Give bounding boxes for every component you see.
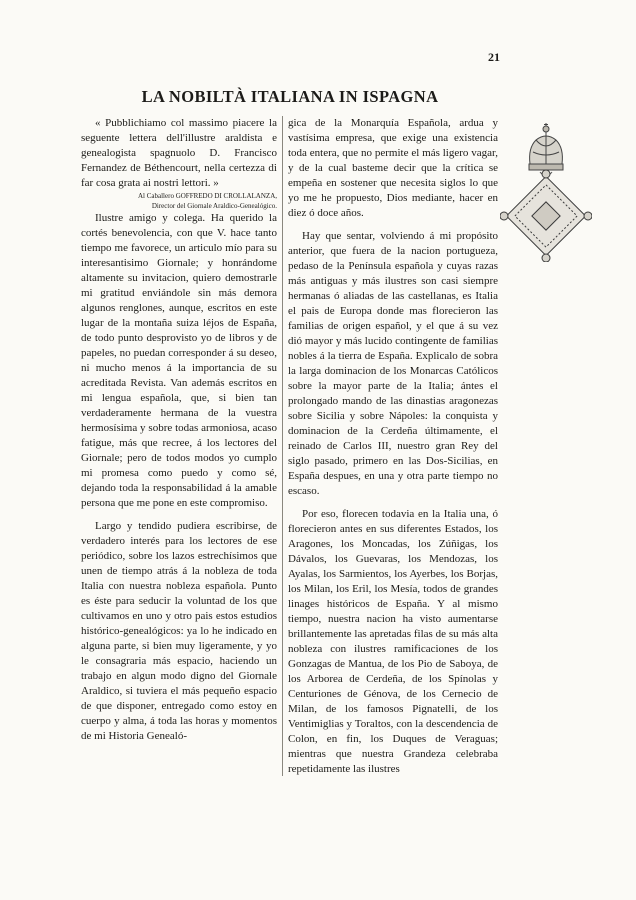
body-paragraph: Por eso, florecen todavia en la Italia una, ó florecieron antes en sus diferentes Estados, los Aragones, los Moncadas, los Zúñigas, los Dávalos, los Guevaras, los Mendozas, los Ayalas, los Sarmientos, los Ayerbes, los Borjas, los Milan, los Eril, los Mesía, todos de grandes linages históricos de España. Y al mismo tiempo, nuestra nacion ha visto aumentarse brillantemente las apretadas filas de su más alta nobleza con ilustres ramificaciones de los Gonzagas de Mantua, de los Pio de Saboya, de los Arborea de Cerdeña, de los Spínolas y Centuriones de Génova, de los Cernecio de Milan, de los famosos Pignatelli, de los Ventimiglias y Toraltos, con la descendencia de Colon, en fin, los Duques de Veraguas; mientras que nuestra Grandeza celebraba repetidamente las ilustres	[288, 508, 498, 775]
page-number: 21	[488, 50, 500, 64]
left-column	[81, 116, 277, 744]
right-column	[288, 116, 498, 777]
body-paragraph: gica de la Monarquía Española, ardua y vastísima empresa, que exige una existencia toda entera, que no permite el más ligero vagar, y de la cual basteme decir que la crítica se empeña en sostener que necesita siglos lo que yo me he propuesto, Dios mediante, hacer en diez ó doce años.	[288, 117, 498, 219]
intro-paragraph: « Pubblichiamo col massimo piacere la seguente lettera dell'illustre araldista e genealogista spagnuolo D. Francisco Fernandez de Béthencourt, nella certezza di far cosa grata ai nostri lettori. »	[81, 117, 277, 189]
column-divider	[282, 116, 283, 776]
body-paragraph: Largo y tendido pudiera escribirse, de verdadero interés para los lectores de ese periódico, sobre los lazos estrechísimos que unen de tiempo atrás á la nobleza de toda Italia con nuestra nobleza española. Punto es éste para seducir la voluntad de los que cultivamos en uno y otro pais estos estudios histórico-genealógicos: ya lo he indicado en alguna parte, si bien muy ligeramente, y yo le consagraria más espacio, haciendo un trabajo en algun modo digno del Giornale Araldico, si tuviera el más pequeño espacio de que disponer, entregado como estoy en cuerpo y alma, á toda las horas y momentos de mi Historia Genealó-	[81, 520, 277, 742]
dedication	[81, 191, 277, 211]
dedication-line-2: Director del Giornale Araldico-Genealógico.	[151, 202, 277, 210]
crown-cross-emblem-icon	[500, 112, 592, 262]
article-title: LA NOBILTÀ ITALIANA IN ISPAGNA	[141, 87, 439, 106]
body-paragraph: Ilustre amigo y colega. Ha querido la cortés benevolencia, con que V. hace tanto tiempo me favorece, un articulo mío para su interesantisimo Giornale; y honrándome altamente su invitacion, quiero demostrarle mi gratitud enviándole sin más demora algunos renglones, aunque, escritos en este lugar de la montaña suiza léjos de España, de todo punto desprovisto yo de libros y de papeles, no puedan corresponder á su deseo, ni mucho menos á la importancia de su acreditada Revista. Van además escritos en mi lengua española, que, si bien tan verdaderamente hermana de la vuestra hermosísima y sobre todas armoniosa, acaso fatigue, más que recree, á los lectores del Giornale; pero de todos modos yo cumplo mi promesa como puedo y como sé, dejando toda la responsabilidad á la amable persona que me pone en este compromiso.	[81, 212, 277, 509]
dedication-line-1: Al Caballero GOFFREDO DI CROLLALANZA,	[137, 192, 277, 200]
body-paragraph: Hay que sentar, volviendo á mi propósito anterior, que fuera de la nacion portugueza, pedaso de la Península española y cuyas razas más antiguas y más ilustres son casi siempre hermanas ó aliadas de las castellanas, es Italia el pais de Europa donde mas florecieron las familias de origen español, y el que á su vez dió mayor y más lucido contingente de familias nobles á la tierra de España. Explicalo de sobra la larga dominacion de los Monarcas Católicos sobre la mayor parte de la Italia; ántes el prolongado mando de las dinastias aragonezas sobre Sicilia y sobre Nápoles: la conquista y dominacion de la Cerdeña últimamente, el reinado de Carlos III, nuestro gran Rey del siglo pasado, primero en las Dos-Sicilias, en España despues, en una y otra parte tiempo no escaso.	[288, 230, 498, 497]
